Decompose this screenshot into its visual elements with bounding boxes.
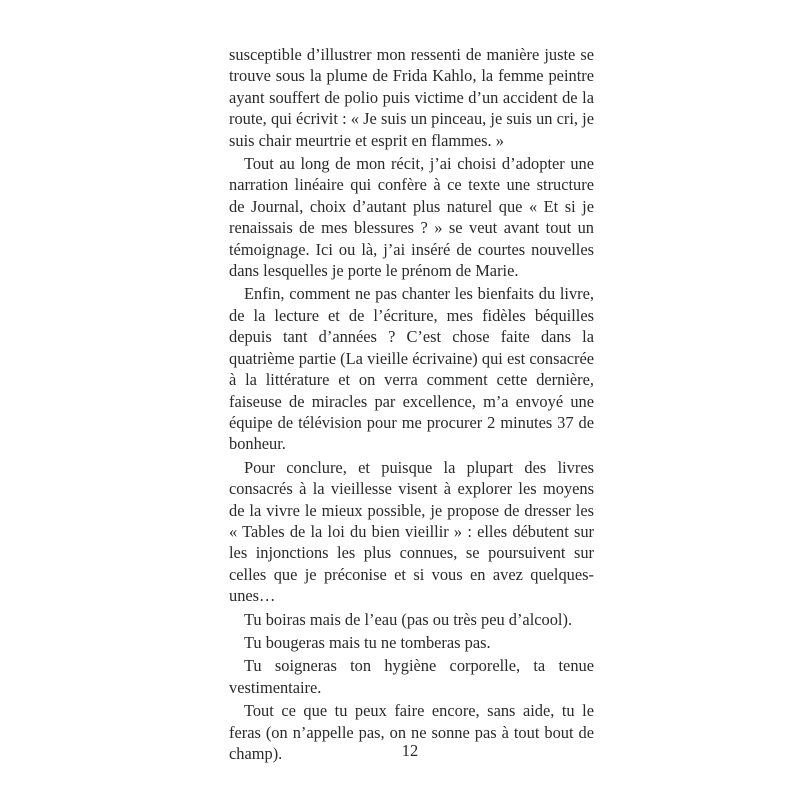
commandment-move: Tu bougeras mais tu ne tomberas pas. xyxy=(244,632,491,652)
commandment-autonomy: Tout ce que tu peux faire encore, sans aide, tu le feras (on n’appelle pas, on ne sonne pas à tout bout de champ). xyxy=(229,701,594,763)
commandment-water: Tu boiras mais de l’eau (pas ou très peu d’alcool). xyxy=(244,609,573,629)
paragraph-narration: Tout au long de mon récit, j’ai choisi d’adopter une narration linéaire qui confère à ce texte une structure de Journal, choix d’autant plus naturel que « Et si je renaissais de mes blessures ? » se veut avant tout un témoignage. Ici ou là, j’ai inséré de courtes nouvelles dans lesquelles je porte le prénom de Marie. xyxy=(229,154,594,281)
commandment-hygiene: Tu soigneras ton hygiène corporelle, ta tenue vestimentaire. xyxy=(229,656,594,697)
paragraph-continuation: susceptible d’illustrer mon ressenti de manière juste se trouve sous la plume de Frida Kahlo, la femme peintre ayant souffert de polio puis victime d’un accident de la route, qui écrivit : « Je suis un pinceau, je suis un cri, je suis chair meurtrie et esprit en flammes. » xyxy=(229,45,594,150)
body-text xyxy=(229,44,594,766)
paragraph-books: Enfin, comment ne pas chanter les bienfaits du livre, de la lecture et de l’écriture, mes fidèles béquilles depuis tant d’années ? C’est chose faite dans la quatrième partie (La vieille écrivaine) qui est consacrée à la littérature et on verra comment cette dernière, faiseuse de miracles par excellence, m’a envoyé une équipe de télévision pour me procurer 2 minutes 37 de bonheur. xyxy=(229,284,594,454)
paragraph-conclusion: Pour conclure, et puisque la plupart des livres consacrés à la vieillesse visent à explorer les moyens de la vivre le mieux possible, je propose de dresser les « Tables de la loi du bien vieillir » : elles débutent sur les injonctions les plus connues, se poursuivent sur celles que je préconise et si vous en avez quelques-unes… xyxy=(229,457,594,606)
page-number: 12 xyxy=(401,741,419,760)
